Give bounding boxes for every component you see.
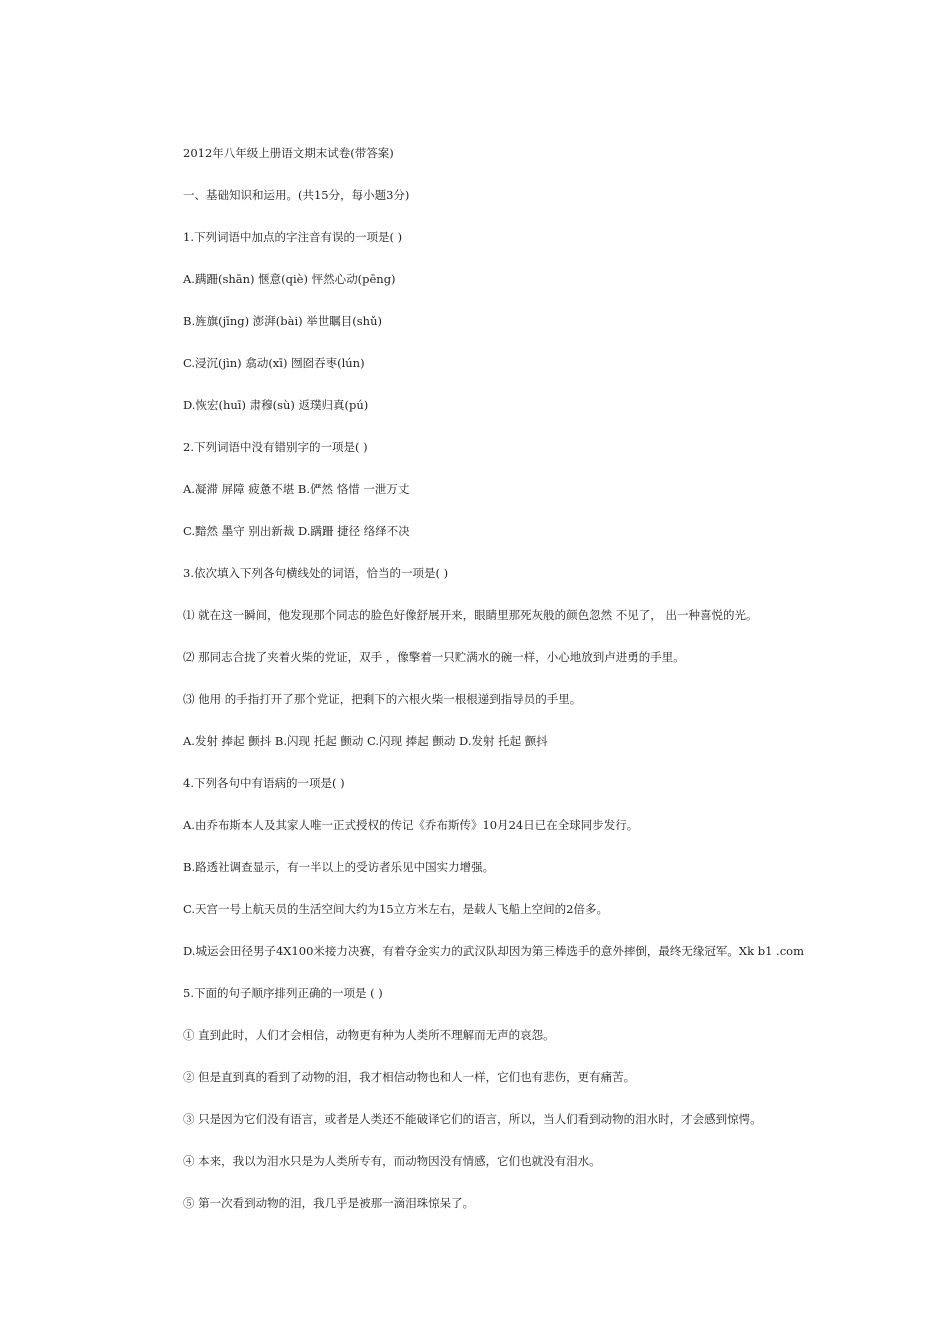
section-heading: 一、基础知识和运用。(共15分，每小题3分) [183,188,410,202]
question-1 [183,229,883,413]
option-line: C.天宫一号上航天员的生活空间大约为15立方米左右，是载人飞船上空间的2倍多。 [183,902,608,916]
question-stem: 5.下面的句子顺序排列正确的一项是 ( ) [183,986,383,1000]
option-line: A.发射 捧起 颤抖 B.闪现 托起 颤动 C.闪现 捧起 颤动 D.发射 托起 颤抖 [183,734,548,748]
sentence-line: ⑴ 就在这一瞬间，他发现那个同志的脸色好像舒展开来，眼睛里那死灰般的颜色忽然 不见了， 出一种喜悦的光。 [183,608,758,622]
question-3 [183,565,883,749]
option-line: D.城运会田径男子4X100米接力决赛，有着夺金实力的武汉队却因为第三棒选手的意外摔倒，最终无缘冠军。Xk b1 .com [183,944,804,958]
question-4 [183,775,883,959]
question-2 [183,439,883,539]
question-stem: 4.下列各句中有语病的一项是( ) [183,776,345,790]
option-line: A.由乔布斯本人及其家人唯一正式授权的传记《乔布斯传》10月24日已在全球同步发行。 [183,818,639,832]
document-page [183,145,883,1237]
sentence-line: ⑤ 第一次看到动物的泪，我几乎是被那一滴泪珠惊呆了。 [183,1196,475,1210]
question-stem: 1.下列词语中加点的字注音有误的一项是( ) [183,230,403,244]
sentence-line: ④ 本来，我以为泪水只是为人类所专有，而动物因没有情感，它们也就没有泪水。 [183,1154,601,1168]
question-stem: 3.依次填入下列各句横线处的词语，恰当的一项是( ) [183,566,449,580]
option-line: B.旌旗(jīng) 澎湃(bài) 举世瞩目(shǔ) [183,314,382,328]
option-line: C.浸沉(jìn) 翕动(xī) 囫囵吞枣(lún) [183,356,365,370]
sentence-line: ③ 只是因为它们没有语言，或者是人类还不能破译它们的语言，所以，当人们看到动物的泪水时，才会感到惊愕。 [183,1112,762,1126]
option-line: A.凝滞 屏障 疲惫不堪 B.俨然 恪惜 一泄万丈 [183,482,410,496]
option-line: C.黯然 墨守 别出新裁 D.蹒跚 捷径 络绎不决 [183,524,410,538]
option-line: D.恢宏(huī) 肃穆(sù) 返璞归真(pú) [183,398,369,412]
option-line: A.蹒跚(shān) 惬意(qiè) 怦然心动(pēng) [183,272,396,286]
question-5 [183,985,883,1211]
option-line: B.路透社调查显示，有一半以上的受访者乐见中国实力增强。 [183,860,495,874]
question-stem: 2.下列词语中没有错别字的一项是( ) [183,440,368,454]
document-title: 2012年八年级上册语文期末试卷(带答案) [183,146,394,160]
sentence-line: ⑵ 那同志合拢了夹着火柴的党证，双手 ，像擎着一只贮满水的碗一样，小心地放到卢进勇的手里。 [183,650,685,664]
sentence-line: ① 直到此时，人们才会相信，动物更有种为人类所不理解而无声的哀怨。 [183,1028,555,1042]
sentence-line: ② 但是直到真的看到了动物的泪，我才相信动物也和人一样，它们也有悲伤，更有痛苦。 [183,1070,636,1084]
sentence-line: ⑶ 他用 的手指打开了那个党证，把剩下的六根火柴一根根递到指导员的手里。 [183,692,582,706]
